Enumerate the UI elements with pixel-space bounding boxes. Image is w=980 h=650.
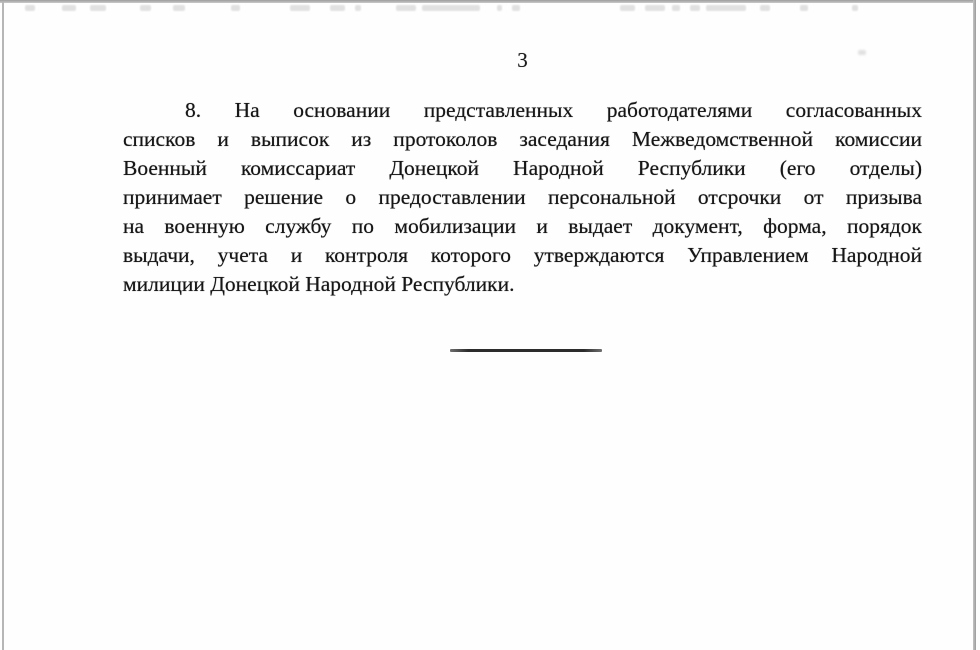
paragraph-line: выдачи, учета и контроля которого утверждаются Управлением Народной bbox=[123, 243, 922, 267]
paragraph-line: Военный комиссариат Донецкой Народной Республики (его отделы) bbox=[123, 156, 922, 180]
paragraph-line: милиции Донецкой Народной Республики. bbox=[123, 272, 515, 296]
paragraph-clause-8 bbox=[123, 96, 922, 299]
separator-line bbox=[450, 349, 602, 352]
paragraph-line: 8. На основании представленных работодателями согласованных bbox=[185, 98, 922, 122]
paragraph-line: списков и выписок из протоколов заседания Межведомственной комиссии bbox=[123, 127, 922, 151]
scan-edge-white bbox=[976, 0, 980, 650]
paragraph-line: на военную службу по мобилизации и выдает документ, форма, порядок bbox=[123, 214, 922, 238]
page-number: 3 bbox=[517, 48, 528, 72]
paragraph-line: принимает решение о предоставлении персональной отсрочки от призыва bbox=[123, 185, 922, 209]
cutoff-text-artifacts bbox=[0, 0, 980, 16]
scan-border-left bbox=[2, 2, 4, 650]
